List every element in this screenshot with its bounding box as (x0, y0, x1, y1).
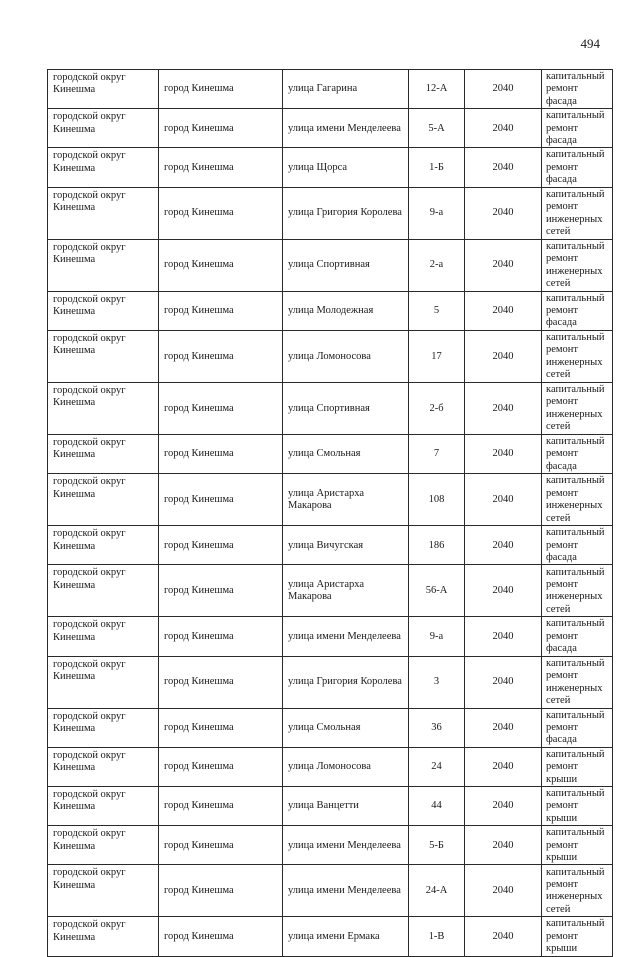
street-cell: улица имени Менделеева (283, 109, 409, 148)
work-type-cell: капитальный ремонт инженерных сетей (542, 382, 613, 434)
work-type-cell: капитальный ремонт фасада (542, 70, 613, 109)
year-cell: 2040 (465, 526, 542, 565)
work-type-cell: капитальный ремонт фасада (542, 148, 613, 187)
work-type-cell: капитальный ремонт фасада (542, 617, 613, 656)
street-cell: улица Григория Королева (283, 656, 409, 708)
year-cell: 2040 (465, 187, 542, 239)
city-cell: город Кинешма (159, 865, 283, 917)
street-cell: улица Молодежная (283, 291, 409, 330)
table-row (48, 917, 613, 956)
street-cell: улица имени Менделеева (283, 865, 409, 917)
city-cell: город Кинешма (159, 148, 283, 187)
year-cell: 2040 (465, 148, 542, 187)
city-cell: город Кинешма (159, 291, 283, 330)
house-number-cell: 7 (409, 434, 465, 473)
street-cell: улица Щорса (283, 148, 409, 187)
district-cell: городской округ Кинешма (48, 291, 159, 330)
table-row (48, 708, 613, 747)
district-cell: городской округ Кинешма (48, 70, 159, 109)
table-row (48, 239, 613, 291)
year-cell: 2040 (465, 708, 542, 747)
house-number-cell: 1-Б (409, 148, 465, 187)
street-cell: улица Ванцетти (283, 786, 409, 825)
street-cell: улица имени Менделеева (283, 617, 409, 656)
district-cell: городской округ Кинешма (48, 330, 159, 382)
work-type-cell: капитальный ремонт инженерных сетей (542, 865, 613, 917)
table-row (48, 786, 613, 825)
house-number-cell: 9-а (409, 617, 465, 656)
street-cell: улица имени Менделеева (283, 826, 409, 865)
work-type-cell: капитальный ремонт инженерных сетей (542, 239, 613, 291)
district-cell: городской округ Кинешма (48, 109, 159, 148)
house-number-cell: 44 (409, 786, 465, 825)
year-cell: 2040 (465, 826, 542, 865)
work-type-cell: капитальный ремонт инженерных сетей (542, 474, 613, 526)
work-type-cell: капитальный ремонт инженерных сетей (542, 565, 613, 617)
city-cell: город Кинешма (159, 826, 283, 865)
table-row (48, 617, 613, 656)
house-number-cell: 2-б (409, 382, 465, 434)
house-number-cell: 5-А (409, 109, 465, 148)
city-cell: город Кинешма (159, 747, 283, 786)
district-cell: городской округ Кинешма (48, 617, 159, 656)
street-cell: улица имени Ермака (283, 917, 409, 956)
page-number: 494 (580, 36, 600, 51)
house-number-cell: 24-А (409, 865, 465, 917)
district-cell: городской округ Кинешма (48, 656, 159, 708)
house-number-cell: 12-А (409, 70, 465, 109)
table-row (48, 70, 613, 109)
district-cell: городской округ Кинешма (48, 434, 159, 473)
street-cell: улица Аристарха Макарова (283, 565, 409, 617)
year-cell: 2040 (465, 291, 542, 330)
district-cell: городской округ Кинешма (48, 382, 159, 434)
street-cell: улица Спортивная (283, 382, 409, 434)
table-row (48, 187, 613, 239)
district-cell: городской округ Кинешма (48, 865, 159, 917)
work-type-cell: капитальный ремонт инженерных сетей (542, 330, 613, 382)
district-cell: городской округ Кинешма (48, 786, 159, 825)
district-cell: городской округ Кинешма (48, 708, 159, 747)
city-cell: город Кинешма (159, 656, 283, 708)
street-cell: улица Ломоносова (283, 330, 409, 382)
table-row (48, 434, 613, 473)
street-cell: улица Григория Королева (283, 187, 409, 239)
district-cell: городской округ Кинешма (48, 187, 159, 239)
work-type-cell: капитальный ремонт крыши (542, 826, 613, 865)
year-cell: 2040 (465, 786, 542, 825)
house-number-cell: 9-а (409, 187, 465, 239)
city-cell: город Кинешма (159, 109, 283, 148)
year-cell: 2040 (465, 434, 542, 473)
table-row (48, 826, 613, 865)
year-cell: 2040 (465, 109, 542, 148)
street-cell: улица Аристарха Макарова (283, 474, 409, 526)
city-cell: город Кинешма (159, 330, 283, 382)
year-cell: 2040 (465, 474, 542, 526)
table-row (48, 291, 613, 330)
district-cell: городской округ Кинешма (48, 526, 159, 565)
repair-schedule-table (47, 69, 613, 957)
year-cell: 2040 (465, 617, 542, 656)
work-type-cell: капитальный ремонт фасада (542, 526, 613, 565)
table-row (48, 148, 613, 187)
house-number-cell: 36 (409, 708, 465, 747)
year-cell: 2040 (465, 565, 542, 617)
work-type-cell: капитальный ремонт фасада (542, 291, 613, 330)
city-cell: город Кинешма (159, 708, 283, 747)
district-cell: городской округ Кинешма (48, 747, 159, 786)
city-cell: город Кинешма (159, 526, 283, 565)
district-cell: городской округ Кинешма (48, 565, 159, 617)
year-cell: 2040 (465, 239, 542, 291)
district-cell: городской округ Кинешма (48, 148, 159, 187)
city-cell: город Кинешма (159, 565, 283, 617)
year-cell: 2040 (465, 330, 542, 382)
work-type-cell: капитальный ремонт инженерных сетей (542, 187, 613, 239)
city-cell: город Кинешма (159, 187, 283, 239)
city-cell: город Кинешма (159, 70, 283, 109)
work-type-cell: капитальный ремонт фасада (542, 109, 613, 148)
table-row (48, 474, 613, 526)
house-number-cell: 3 (409, 656, 465, 708)
city-cell: город Кинешма (159, 382, 283, 434)
city-cell: город Кинешма (159, 239, 283, 291)
street-cell: улица Ломоносова (283, 747, 409, 786)
city-cell: город Кинешма (159, 786, 283, 825)
table-row (48, 382, 613, 434)
year-cell: 2040 (465, 747, 542, 786)
street-cell: улица Вичугская (283, 526, 409, 565)
city-cell: город Кинешма (159, 474, 283, 526)
year-cell: 2040 (465, 917, 542, 956)
district-cell: городской округ Кинешма (48, 474, 159, 526)
work-type-cell: капитальный ремонт фасада (542, 708, 613, 747)
house-number-cell: 5-Б (409, 826, 465, 865)
year-cell: 2040 (465, 382, 542, 434)
city-cell: город Кинешма (159, 617, 283, 656)
year-cell: 2040 (465, 656, 542, 708)
district-cell: городской округ Кинешма (48, 917, 159, 956)
table-row (48, 526, 613, 565)
city-cell: город Кинешма (159, 434, 283, 473)
table-row (48, 109, 613, 148)
work-type-cell: капитальный ремонт фасада (542, 434, 613, 473)
year-cell: 2040 (465, 865, 542, 917)
district-cell: городской округ Кинешма (48, 826, 159, 865)
house-number-cell: 2-а (409, 239, 465, 291)
house-number-cell: 56-А (409, 565, 465, 617)
house-number-cell: 5 (409, 291, 465, 330)
work-type-cell: капитальный ремонт крыши (542, 747, 613, 786)
work-type-cell: капитальный ремонт крыши (542, 917, 613, 956)
house-number-cell: 17 (409, 330, 465, 382)
table-row (48, 565, 613, 617)
street-cell: улица Смольная (283, 434, 409, 473)
street-cell: улица Смольная (283, 708, 409, 747)
house-number-cell: 1-В (409, 917, 465, 956)
house-number-cell: 186 (409, 526, 465, 565)
year-cell: 2040 (465, 70, 542, 109)
work-type-cell: капитальный ремонт инженерных сетей (542, 656, 613, 708)
table-row (48, 656, 613, 708)
house-number-cell: 108 (409, 474, 465, 526)
table-row (48, 865, 613, 917)
house-number-cell: 24 (409, 747, 465, 786)
work-type-cell: капитальный ремонт крыши (542, 786, 613, 825)
table-row (48, 330, 613, 382)
street-cell: улица Гагарина (283, 70, 409, 109)
table-row (48, 747, 613, 786)
street-cell: улица Спортивная (283, 239, 409, 291)
city-cell: город Кинешма (159, 917, 283, 956)
district-cell: городской округ Кинешма (48, 239, 159, 291)
